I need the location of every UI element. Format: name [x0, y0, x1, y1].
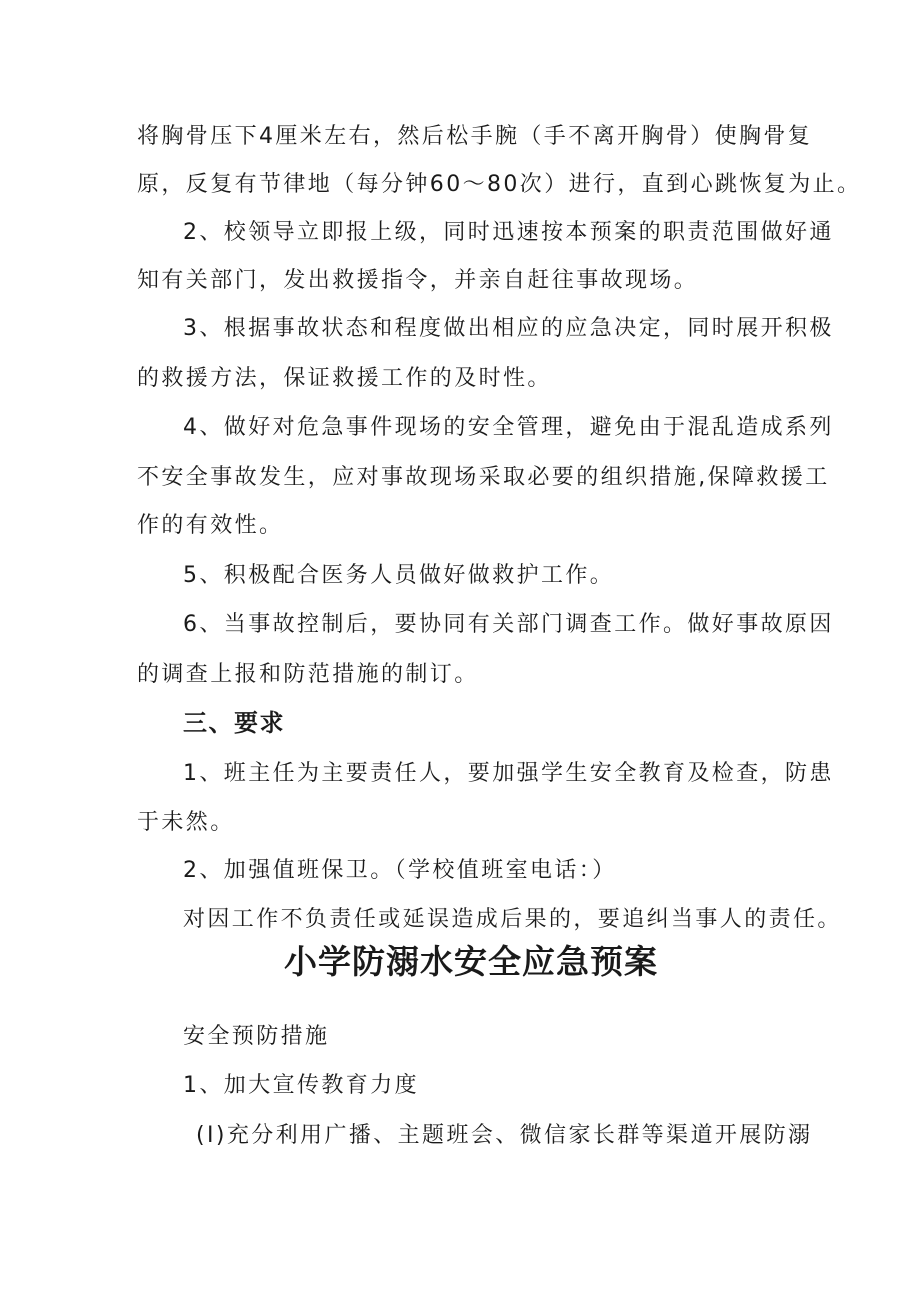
- list-item-heading: 1、加大宣传教育力度: [183, 1073, 419, 1098]
- requirement-line: 2、加强值班保卫。（学校值班室电话：）: [183, 858, 617, 883]
- paragraph-line: 6、当事故控制后，要协同有关部门调查工作。做好事故原因: [183, 612, 834, 637]
- paragraph-line: 5、积极配合医务人员做好做救护工作。: [183, 563, 615, 588]
- paragraph-line: 原，反复有节律地（每分钟60～80次）进行，直到心跳恢复为止。: [137, 172, 862, 197]
- subheading-safety-measures: 安全预防措施: [183, 1024, 330, 1049]
- paragraph-line: 4、做好对危急事件现场的安全管理，避免由于混乱造成系列: [183, 415, 834, 440]
- paragraph-line: 2、校领导立即报上级，同时迅速按本预案的职责范围做好通: [183, 220, 834, 245]
- paragraph-line: 作的有效性。: [137, 513, 284, 538]
- list-item-detail: (I)充分利用广播、主题班会、微信家长群等渠道开展防溺: [196, 1123, 813, 1148]
- paragraph-line: 的调查上报和防范措施的制订。: [137, 662, 479, 687]
- paragraph-line: 知有关部门，发出救援指令，并亲自赶往事故现场。: [137, 268, 699, 293]
- document-title: 小学防溺水安全应急预案: [284, 942, 658, 981]
- section-heading-requirements: 三、要求: [183, 709, 285, 737]
- paragraph-line: 3、根据事故状态和程度做出相应的应急决定，同时展开积极: [183, 316, 834, 341]
- paragraph-line: 不安全事故发生，应对事故现场采取必要的组织措施,保障救援工: [137, 465, 830, 490]
- requirement-line: 1、班主任为主要责任人，要加强学生安全教育及检查，防患: [183, 761, 834, 786]
- paragraph-line: 的救援方法，保证救援工作的及时性。: [137, 366, 552, 391]
- paragraph-line: 将胸骨压下4厘米左右，然后松手腕（手不离开胸骨）使胸骨复: [137, 124, 813, 149]
- requirement-line: 于未然。: [137, 810, 235, 835]
- requirement-line: 对因工作不负责任或延误造成后果的，要追纠当事人的责任。: [183, 907, 842, 932]
